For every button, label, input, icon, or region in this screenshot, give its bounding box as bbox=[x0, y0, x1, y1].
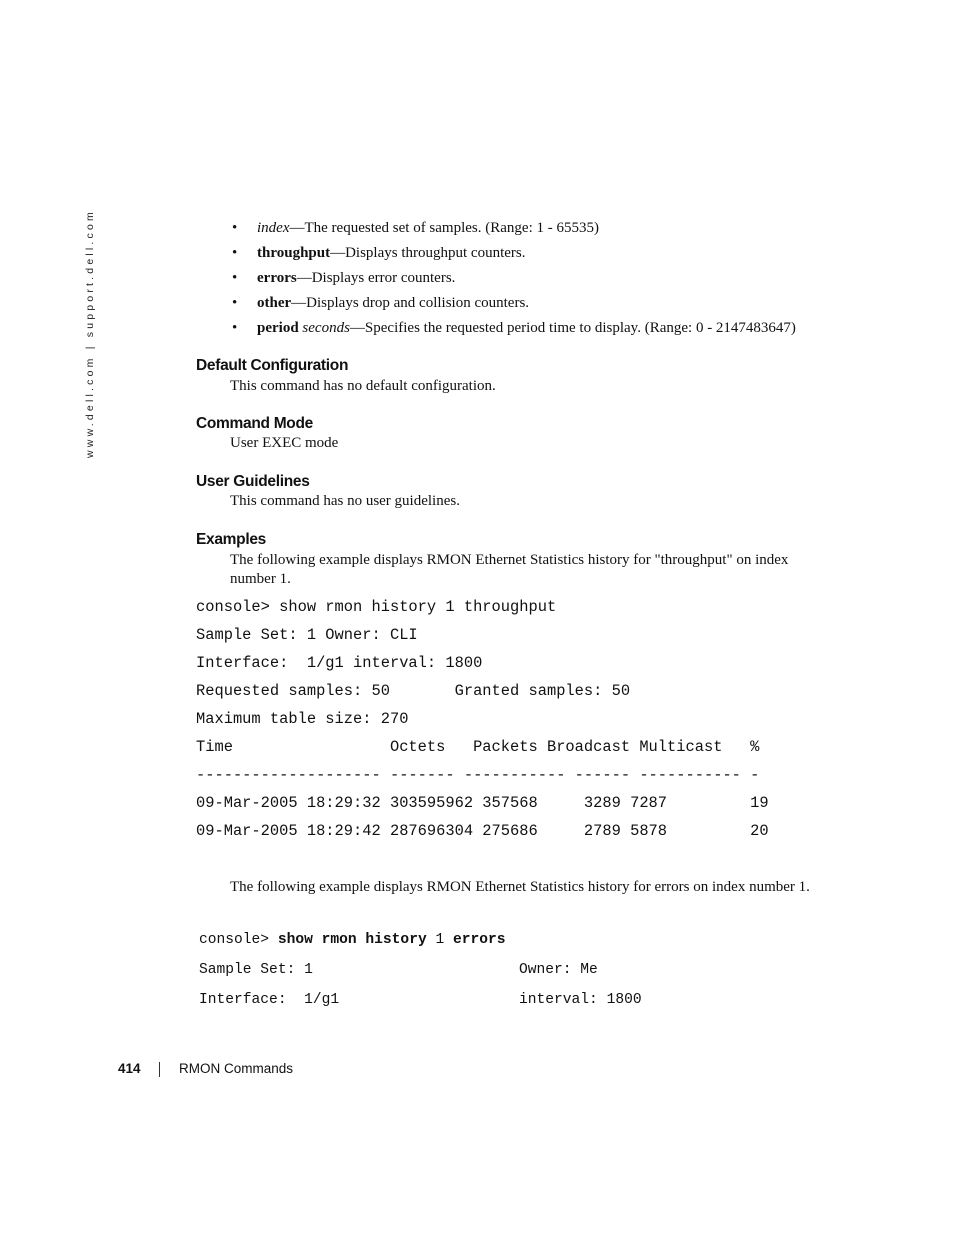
bullet-icon: • bbox=[232, 245, 238, 261]
heading-default-configuration: Default Configuration bbox=[196, 357, 349, 374]
bullet-desc: —Specifies the requested period time to display. (Range: 0 - 2147483647) bbox=[349, 320, 796, 336]
page-number: 414 bbox=[118, 1061, 141, 1076]
bullet-term: errors bbox=[257, 270, 297, 286]
footer-chapter-title: RMON Commands bbox=[179, 1061, 294, 1076]
command-keyword: errors bbox=[453, 932, 506, 948]
bullet-term: index bbox=[257, 220, 290, 236]
footer-divider bbox=[159, 1062, 160, 1077]
bullet-desc: —Displays drop and collision counters. bbox=[291, 295, 530, 311]
bullet-icon: • bbox=[232, 220, 238, 236]
code-line: console> show rmon history 1 throughput bbox=[196, 598, 557, 616]
bullet-term-arg: seconds bbox=[302, 320, 350, 336]
code-line: Requested samples: 50 Granted samples: 50 bbox=[196, 682, 631, 700]
code-line: -------------------- ------- ----------- ------ ----------- - bbox=[196, 766, 760, 784]
bullet-term: throughput bbox=[257, 245, 331, 261]
code-line: Sample Set: 1 Owner: CLI bbox=[196, 626, 418, 644]
code-line: 09-Mar-2005 18:29:42 287696304 275686 2789 5878 20 bbox=[196, 822, 769, 840]
code-cell: Owner: Me bbox=[519, 962, 598, 978]
code-line: Time Octets Packets Broadcast Multicast % bbox=[196, 738, 760, 756]
bullet-icon: • bbox=[232, 295, 238, 311]
code-line: Maximum table size: 270 bbox=[196, 710, 409, 728]
command-index: 1 bbox=[426, 932, 453, 948]
code-line: 09-Mar-2005 18:29:32 303595962 357568 3289 7287 19 bbox=[196, 794, 769, 812]
code-cell: Sample Set: 1 bbox=[199, 962, 313, 978]
bullet-desc: —Displays error counters. bbox=[296, 270, 456, 286]
bullet-desc: —The requested set of samples. (Range: 1 - 65535) bbox=[289, 220, 599, 236]
bullet-icon: • bbox=[232, 270, 238, 286]
example2-command bbox=[199, 932, 506, 948]
heading-user-guidelines: User Guidelines bbox=[196, 473, 310, 490]
bullet-term: other bbox=[257, 295, 292, 311]
code-cell: interval: 1800 bbox=[519, 992, 642, 1008]
heading-examples: Examples bbox=[196, 531, 266, 548]
code-cell: Interface: 1/g1 bbox=[199, 992, 340, 1008]
bullet-icon: • bbox=[232, 320, 238, 336]
command-keyword: show rmon history bbox=[277, 932, 427, 948]
command-mode-text: User EXEC mode bbox=[230, 435, 339, 451]
heading-command-mode: Command Mode bbox=[196, 415, 313, 432]
user-guidelines-text: This command has no user guidelines. bbox=[230, 493, 460, 509]
example2-intro: The following example displays RMON Ethernet Statistics history for errors on index number 1. bbox=[230, 879, 810, 895]
bullet-desc: —Displays throughput counters. bbox=[330, 245, 526, 261]
default-configuration-text: This command has no default configuration. bbox=[230, 378, 496, 394]
example1-intro: The following example displays RMON Ethernet Statistics history for "throughput" on index number 1. bbox=[230, 552, 789, 587]
bullet-term: period bbox=[257, 320, 299, 336]
code-line: Interface: 1/g1 interval: 1800 bbox=[196, 654, 483, 672]
side-url: www.dell.com | support.dell.com bbox=[84, 209, 96, 458]
console-prompt: console> bbox=[199, 932, 278, 948]
